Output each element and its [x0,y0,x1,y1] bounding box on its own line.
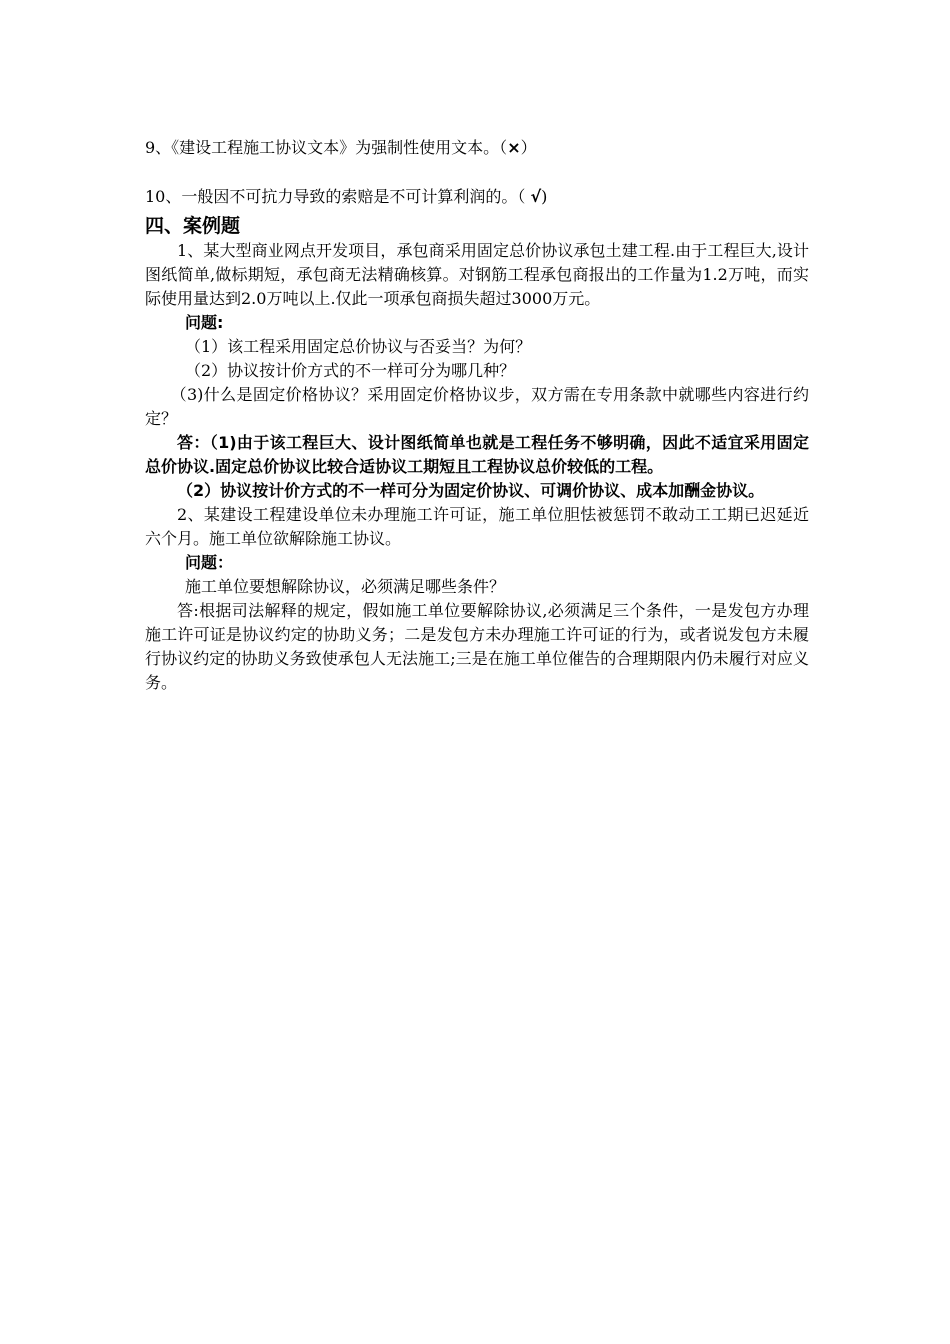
judgement-text: 9、《建设工程施工协议文本》为强制性使用文本。（ [145,138,508,157]
cross-mark-icon: × [507,138,521,157]
case1-question-2: （2）协议按计价方式的不一样可分为哪几种？ [185,361,516,380]
judgement-item-10 [145,185,809,209]
section-title: 四、案例题 [145,215,241,237]
case2-question: 施工单位要想解除协议，必须满足哪些条件？ [185,577,506,596]
judgement-item-9 [145,136,809,160]
judgement-text: 10、一般因不可抗力导致的索赔是不可计算利润的。（ [145,187,531,206]
case2-question-label: 问题： [185,553,234,572]
judgement-close: ) [541,187,548,206]
case2-answer: 答:根据司法解释的规定，假如施工单位要解除协议,必须满足三个条件，一是发包方办理施工许可证是协议约定的协助义务；二是发包方未办理施工许可证的行为，或者说发包方未履行协议约定的协助义务致使承包人无法施工;三是在施工单位催告的合理期限内仍未履行对应义务。 [145,601,809,692]
judgement-close: ） [520,138,537,157]
case1-body: 1、某大型商业网点开发项目，承包商采用固定总价协议承包土建工程.由于工程巨大,设计图纸简单,做标期短，承包商无法精确核算。对钢筋工程承包商报出的工作量为1.2万吨，而实际使用量达到2.0万吨以上.仅此一项承包商损失超过3000万元。 [145,241,809,308]
case2-body: 2、某建设工程建设单位未办理施工许可证，施工单位胆怯被惩罚不敢动工工期已迟延近六个月。施工单位欲解除施工协议。 [145,505,809,548]
check-mark-icon: √ [530,187,542,206]
case1-question-label: 问题: [185,313,224,332]
case1-answer-1: 答：（1)由于该工程巨大、设计图纸简单也就是工程任务不够明确，因此不适宜采用固定总价协议.固定总价协议比较合适协议工期短且工程协议总价较低的工程。 [145,433,809,476]
case1-question-3: （3)什么是固定价格协议？采用固定价格协议步，双方需在专用条款中就哪些内容进行约定？ [145,385,809,428]
document-content [145,136,809,695]
case1-question-1: （1）该工程采用固定总价协议与否妥当？为何？ [185,337,532,356]
case1-answer-2: （2）协议按计价方式的不一样可分为固定价协议、可调价协议、成本加酬金协议。 [177,481,765,500]
